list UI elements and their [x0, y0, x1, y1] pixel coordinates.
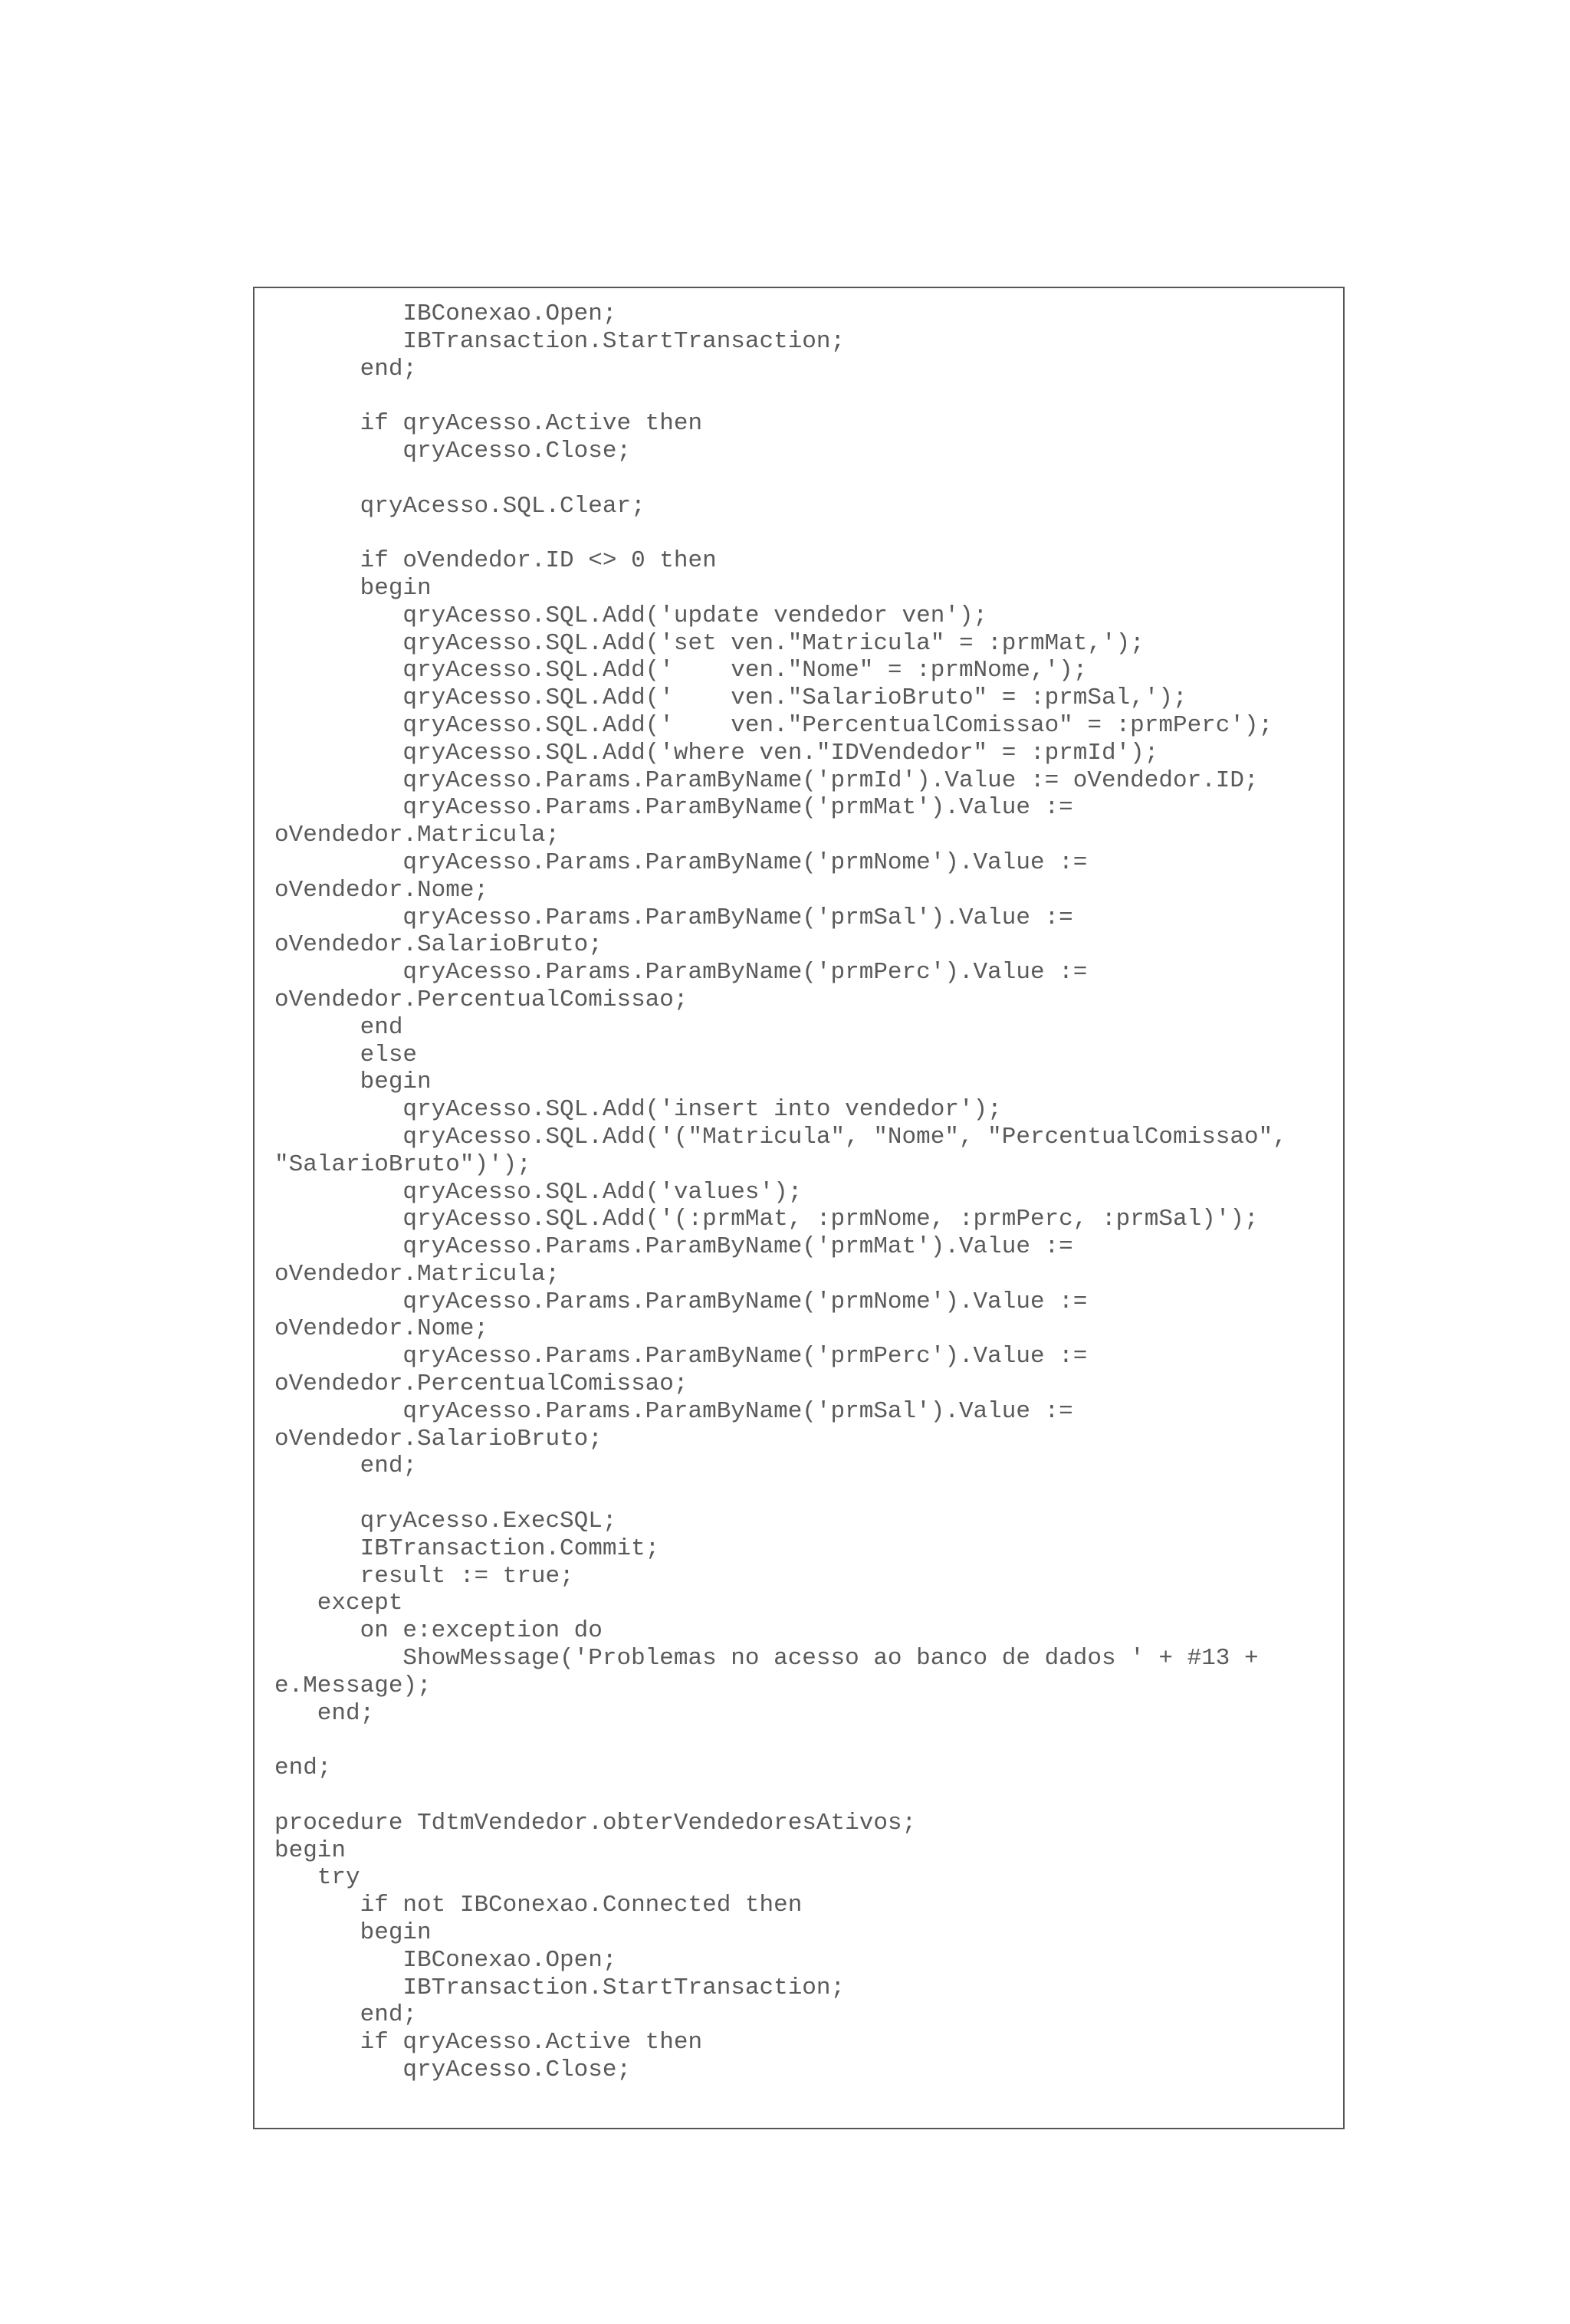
- code-line: [274, 1727, 1335, 1754]
- code-line: procedure TdtmVendedor.obterVendedoresAtivos;: [274, 1809, 917, 1837]
- code-line: qryAcesso.SQL.Add('("Matricula", "Nome", "PercentualComissao",: [274, 1123, 1287, 1151]
- code-line: end;: [274, 1754, 332, 1782]
- code-line: "SalarioBruto")');: [274, 1151, 531, 1178]
- code-line: qryAcesso.Close;: [274, 437, 632, 464]
- code-listing-box: [253, 287, 1345, 2129]
- code-line: qryAcesso.SQL.Add('(:prmMat, :prmNome, :prmPerc, :prmSal)');: [274, 1206, 1259, 1233]
- code-line: begin: [274, 1919, 432, 1947]
- code-line: e.Message);: [274, 1672, 432, 1699]
- code-line: qryAcesso.Params.ParamByName('prmSal').Value :=: [274, 904, 1073, 931]
- code-line: qryAcesso.SQL.Add(' ven."PercentualComissao" = :prmPerc');: [274, 711, 1273, 739]
- code-line: qryAcesso.SQL.Add('update vendedor ven');: [274, 602, 988, 629]
- code-line: begin: [274, 1068, 432, 1096]
- code-line: IBConexao.Open;: [274, 1946, 617, 1974]
- code-line: oVendedor.SalarioBruto;: [274, 1425, 603, 1452]
- code-line: qryAcesso.Params.ParamByName('prmNome').Value :=: [274, 1288, 1088, 1315]
- code-line: oVendedor.Matricula;: [274, 1260, 560, 1288]
- code-line: qryAcesso.Params.ParamByName('prmMat').Value :=: [274, 794, 1073, 822]
- code-lines: [274, 300, 1335, 2084]
- code-line: qryAcesso.Close;: [274, 2056, 632, 2083]
- code-line: qryAcesso.SQL.Add('set ven."Matricula" = :prmMat,');: [274, 629, 1145, 657]
- code-line: if qryAcesso.Active then: [274, 2029, 703, 2056]
- code-line: if qryAcesso.Active then: [274, 410, 703, 438]
- code-line: end;: [274, 355, 418, 382]
- code-line: begin: [274, 1837, 347, 1864]
- code-line: [274, 382, 1335, 410]
- code-line: [274, 465, 1335, 493]
- code-line: [274, 520, 1335, 547]
- code-line: qryAcesso.SQL.Add(' ven."Nome" = :prmNome,');: [274, 657, 1088, 684]
- code-line: oVendedor.Nome;: [274, 1315, 489, 1343]
- code-line: qryAcesso.Params.ParamByName('prmSal').Value :=: [274, 1397, 1073, 1425]
- code-line: end;: [274, 1699, 375, 1727]
- code-line: except: [274, 1590, 403, 1617]
- code-line: if oVendedor.ID <> 0 then: [274, 547, 717, 575]
- code-line: qryAcesso.Params.ParamByName('prmMat').Value :=: [274, 1233, 1073, 1261]
- code-line: IBTransaction.StartTransaction;: [274, 1974, 846, 2001]
- code-line: qryAcesso.SQL.Add('values');: [274, 1178, 803, 1206]
- code-line: [274, 1782, 1335, 1810]
- code-line: end;: [274, 1452, 418, 1480]
- code-line: IBConexao.Open;: [274, 300, 617, 327]
- code-line: try: [274, 1864, 360, 1892]
- code-line: else: [274, 1041, 418, 1068]
- code-line: IBTransaction.StartTransaction;: [274, 327, 846, 355]
- code-line: oVendedor.Matricula;: [274, 822, 560, 849]
- code-line: result := true;: [274, 1562, 574, 1590]
- code-line: on e:exception do: [274, 1617, 603, 1645]
- code-line: qryAcesso.SQL.Add(' ven."SalarioBruto" = :prmSal,');: [274, 684, 1187, 712]
- code-line: ShowMessage('Problemas no acesso ao banco de dados ' + #13 +: [274, 1645, 1259, 1672]
- code-line: oVendedor.PercentualComissao;: [274, 986, 688, 1013]
- code-line: qryAcesso.SQL.Clear;: [274, 492, 645, 520]
- code-line: oVendedor.PercentualComissao;: [274, 1370, 688, 1398]
- code-line: end: [274, 1013, 403, 1041]
- code-line: qryAcesso.SQL.Add('where ven."IDVendedor" = :prmId');: [274, 739, 1159, 766]
- code-line: end;: [274, 2001, 418, 2029]
- code-line: qryAcesso.SQL.Add('insert into vendedor');: [274, 1096, 1002, 1124]
- code-line: if not IBConexao.Connected then: [274, 1892, 803, 1919]
- code-line: qryAcesso.ExecSQL;: [274, 1508, 617, 1535]
- code-line: [274, 1480, 1335, 1508]
- code-line: qryAcesso.Params.ParamByName('prmId').Value := oVendedor.ID;: [274, 766, 1259, 794]
- code-line: begin: [274, 574, 432, 602]
- code-line: qryAcesso.Params.ParamByName('prmNome').Value :=: [274, 849, 1088, 876]
- code-line: qryAcesso.Params.ParamByName('prmPerc').Value :=: [274, 1343, 1088, 1370]
- code-line: oVendedor.Nome;: [274, 876, 489, 904]
- code-line: oVendedor.SalarioBruto;: [274, 931, 603, 959]
- code-line: qryAcesso.Params.ParamByName('prmPerc').Value :=: [274, 959, 1088, 986]
- code-line: IBTransaction.Commit;: [274, 1535, 660, 1562]
